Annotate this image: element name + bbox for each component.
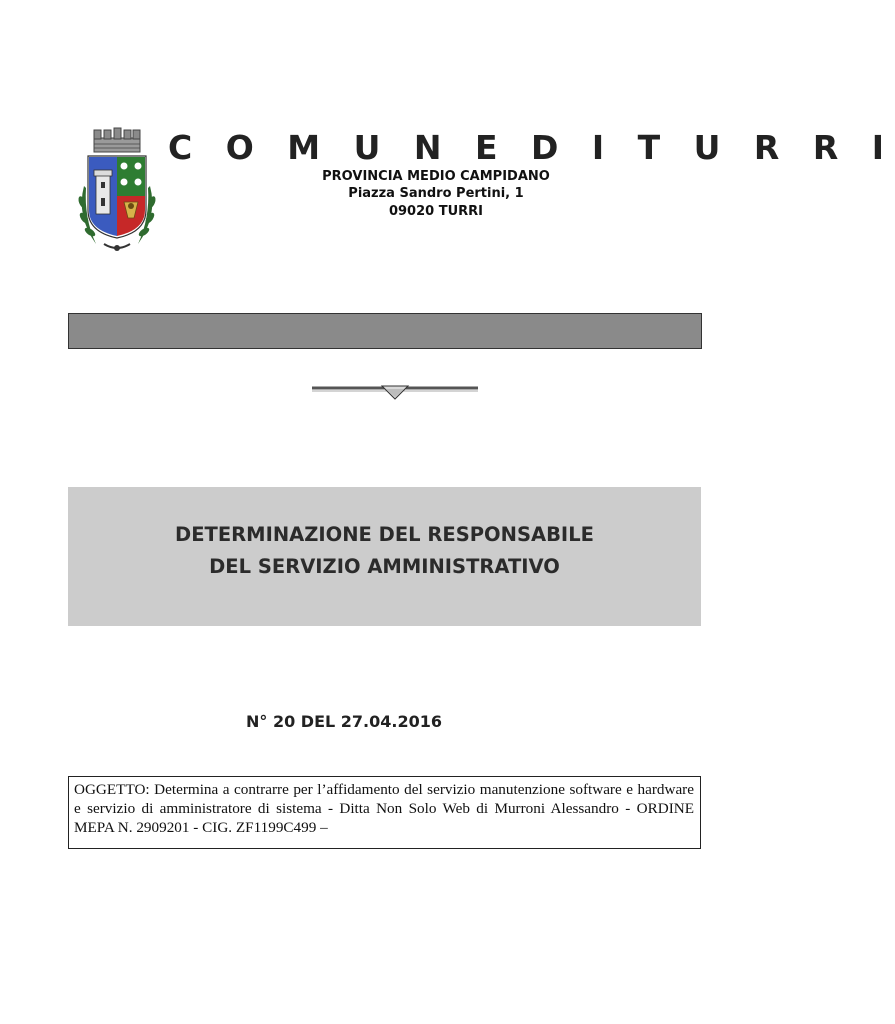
province-line: PROVINCIA MEDIO CAMPIDANO: [322, 169, 550, 184]
postal-line: 09020 TURRI: [388, 204, 484, 219]
crown-icon: [94, 128, 140, 152]
shield-icon: [88, 156, 146, 238]
town-title: C O M U N E D I T U R R I: [168, 128, 895, 167]
document-number: N° 20 DEL 27.04.2016: [246, 712, 442, 731]
document-title-box: [68, 487, 701, 626]
document-heading-line-2: DEL SERVIZIO AMMINISTRATIVO: [209, 555, 560, 578]
coat-of-arms-icon: [72, 126, 162, 260]
document-heading-line-1: DETERMINAZIONE DEL RESPONSABILE: [175, 523, 594, 546]
address-line: Piazza Sandro Pertini, 1: [348, 186, 524, 201]
header-band: [68, 313, 702, 349]
ornament-divider-icon: [312, 380, 478, 402]
subject-box: OGGETTO: Determina a contrarre per l’affidamento del servizio manutenzione software e hardware e servizio di amministratore di sistema - Ditta Non Solo Web di Murroni Alessandro - ORDINE MEPA N. 2909201 - CIG. ZF1199C499 –: [68, 776, 701, 849]
